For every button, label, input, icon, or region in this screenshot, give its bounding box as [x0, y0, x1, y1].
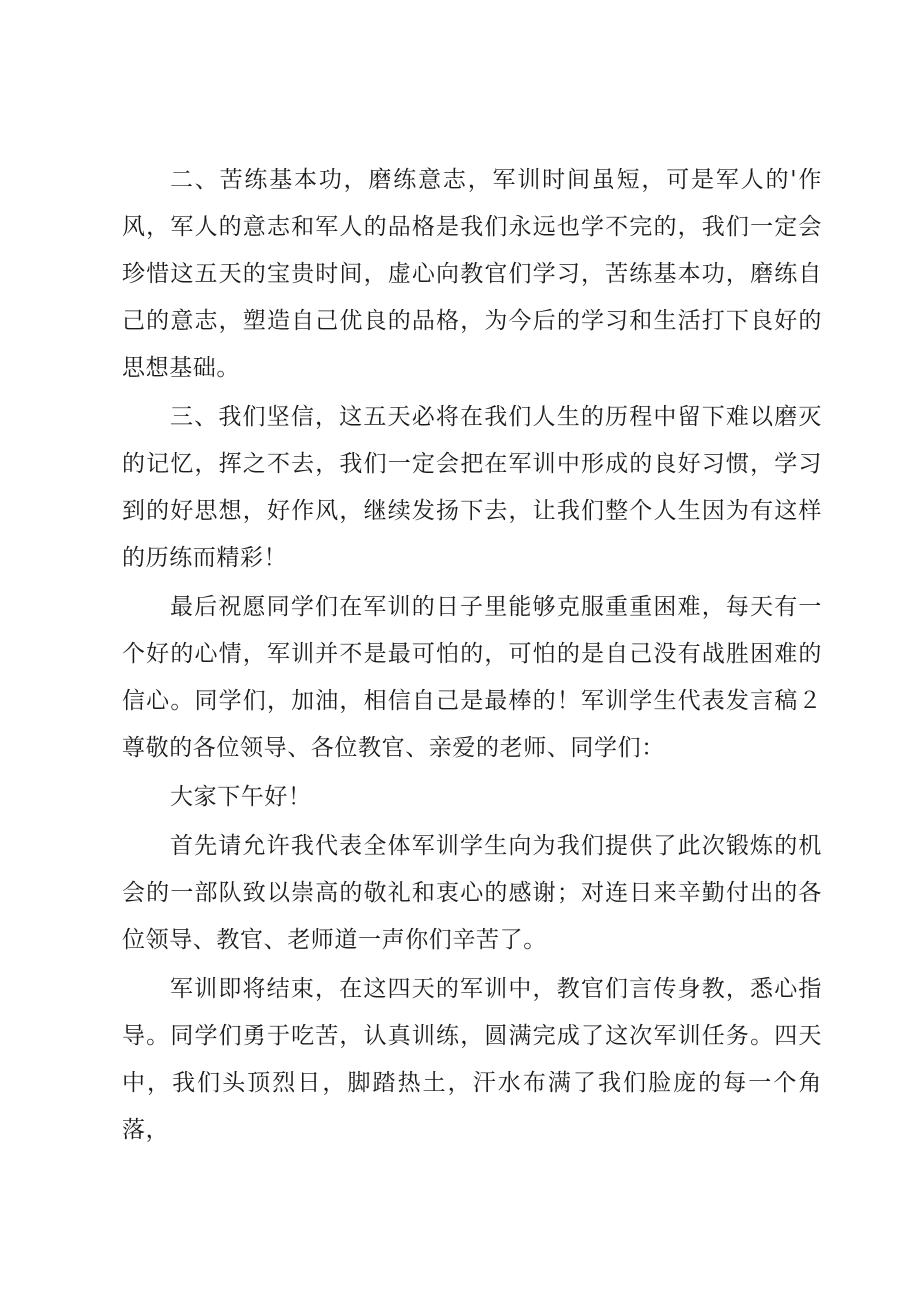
paragraph-wishes: 最后祝愿同学们在军训的日子里能够克服重重困难，每天有一个好的心情，军训并不是最可怕的，可怕的是自己没有战胜困难的信心。同学们，加油，相信自己是最棒的！军训学生代表发言稿２尊敬的各位领导、各位教官、亲爱的老师、同学们： [122, 594, 822, 761]
paragraph-training-summary: 军训即将结束，在这四天的军训中，教官们言传身教，悉心指导。同学们勇于吃苦，认真训练，圆满完成了这次军训任务。四天中，我们头顶烈日，脚踏热土，汗水布满了我们脸庞的每一个角落， [122, 976, 822, 1143]
document-body [122, 157, 822, 1154]
paragraph-belief: 三、我们坚信，这五天必将在我们人生的历程中留下难以磨灭的记忆，挥之不去，我们一定会把在军训中形成的良好习惯，学习到的好思想，好作风，继续发扬下去，让我们整个人生因为有这样的历练而精彩！ [122, 404, 822, 571]
paragraph-greeting: 大家下午好！ [170, 784, 312, 810]
paragraph-thanks: 首先请允许我代表全体军训学生向为我们提供了此次锻炼的机会的一部队致以崇高的敬礼和衷心的感谢；对连日来辛勤付出的各位领导、教官、老师道一声你们辛苦了。 [122, 833, 822, 953]
paragraph-basic-skills: 二、苦练基本功，磨练意志，军训时间虽短，可是军人的'作风，军人的意志和军人的品格是我们永远也学不完的，我们一定会珍惜这五天的宝贵时间，虚心向教官们学习，苦练基本功，磨练自己的意志，塑造自己优良的品格，为今后的学习和生活打下良好的思想基础。 [122, 167, 822, 381]
